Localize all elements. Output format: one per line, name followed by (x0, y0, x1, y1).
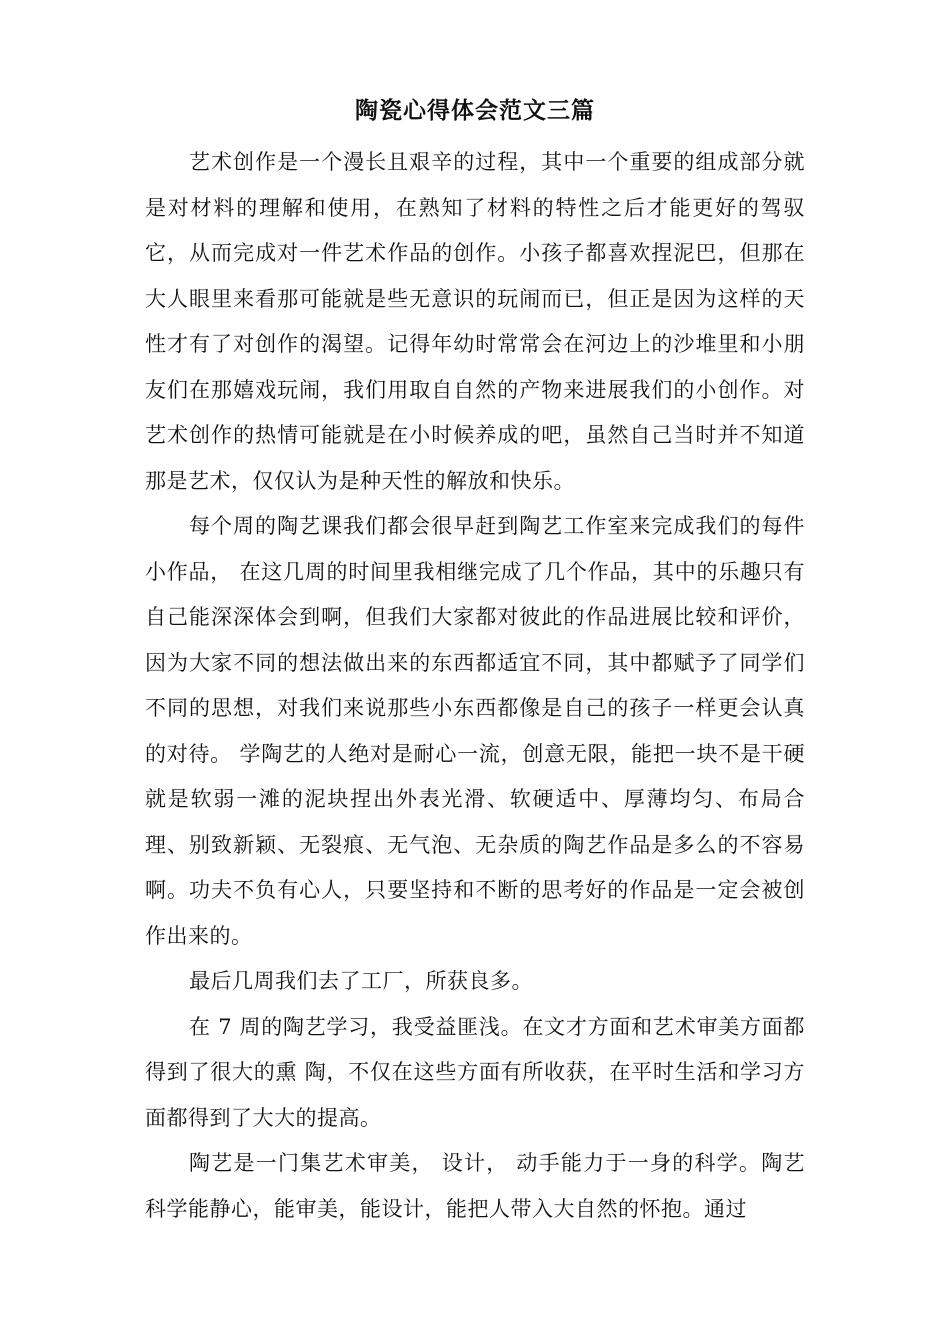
document-body (145, 140, 805, 1232)
paragraph-3: 最后几周我们去了工厂，所获良多。 (189, 969, 533, 993)
paragraph-5: 陶艺是一门集艺术审美， 设计， 动手能力于一身的科学。陶艺科学能静心，能审美，能设计，能把人带入大自然的怀抱。通过 (145, 1151, 805, 1221)
paragraph-4: 在 7 周的陶艺学习，我受益匪浅。在文才方面和艺术审美方面都得到了很大的熏 陶，不仅在这些方面有所收获，在平时生活和学习方面都得到了大大的提高。 (145, 1014, 805, 1130)
paragraph-1: 艺术创作是一个漫长且艰辛的过程，其中一个重要的组成部分就是对材料的理解和使用，在熟知了材料的特性之后才能更好的驾驭它，从而完成对一件艺术作品的创作。小孩子都喜欢捏泥巴，但那在大人眼里来看那可能就是些无意识的玩闹而已，但正是因为这样的天性才有了对创作的渴望。记得年幼时常常会在河边上的沙堆里和小朋友们在那嬉戏玩闹，我们用取自自然的产物来进展我们的小创作。对艺术创作的热情可能就是在小时候养成的吧，虽然自己当时并不知道那是艺术，仅仅认为是种天性的解放和快乐。 (145, 150, 805, 493)
paragraph-2: 每个周的陶艺课我们都会很早赶到陶艺工作室来完成我们的每件小作品， 在这几周的时间里我相继完成了几个作品，其中的乐趣只有自己能深深体会到啊，但我们大家都对彼此的作品进展比较和评价，因为大家不同的想法做出来的东西都适宜不同，其中都赋予了同学们不同的思想，对我们来说那些小东西都像是自己的孩子一样更会认真的对待。 学陶艺的人绝对是耐心一流，创意无限，能把一块不是干硬就是软弱一滩的泥块捏出外表光滑、软硬适中、厚薄均匀、布局合理、别致新颖、无裂痕、无气泡、无杂质的陶艺作品是多么的不容易啊。功夫不负有心人，只要坚持和不断的思考好的作品是一定会被创作出来的。 (145, 514, 805, 948)
document-title: 陶瓷心得体会范文三篇 (355, 97, 595, 124)
